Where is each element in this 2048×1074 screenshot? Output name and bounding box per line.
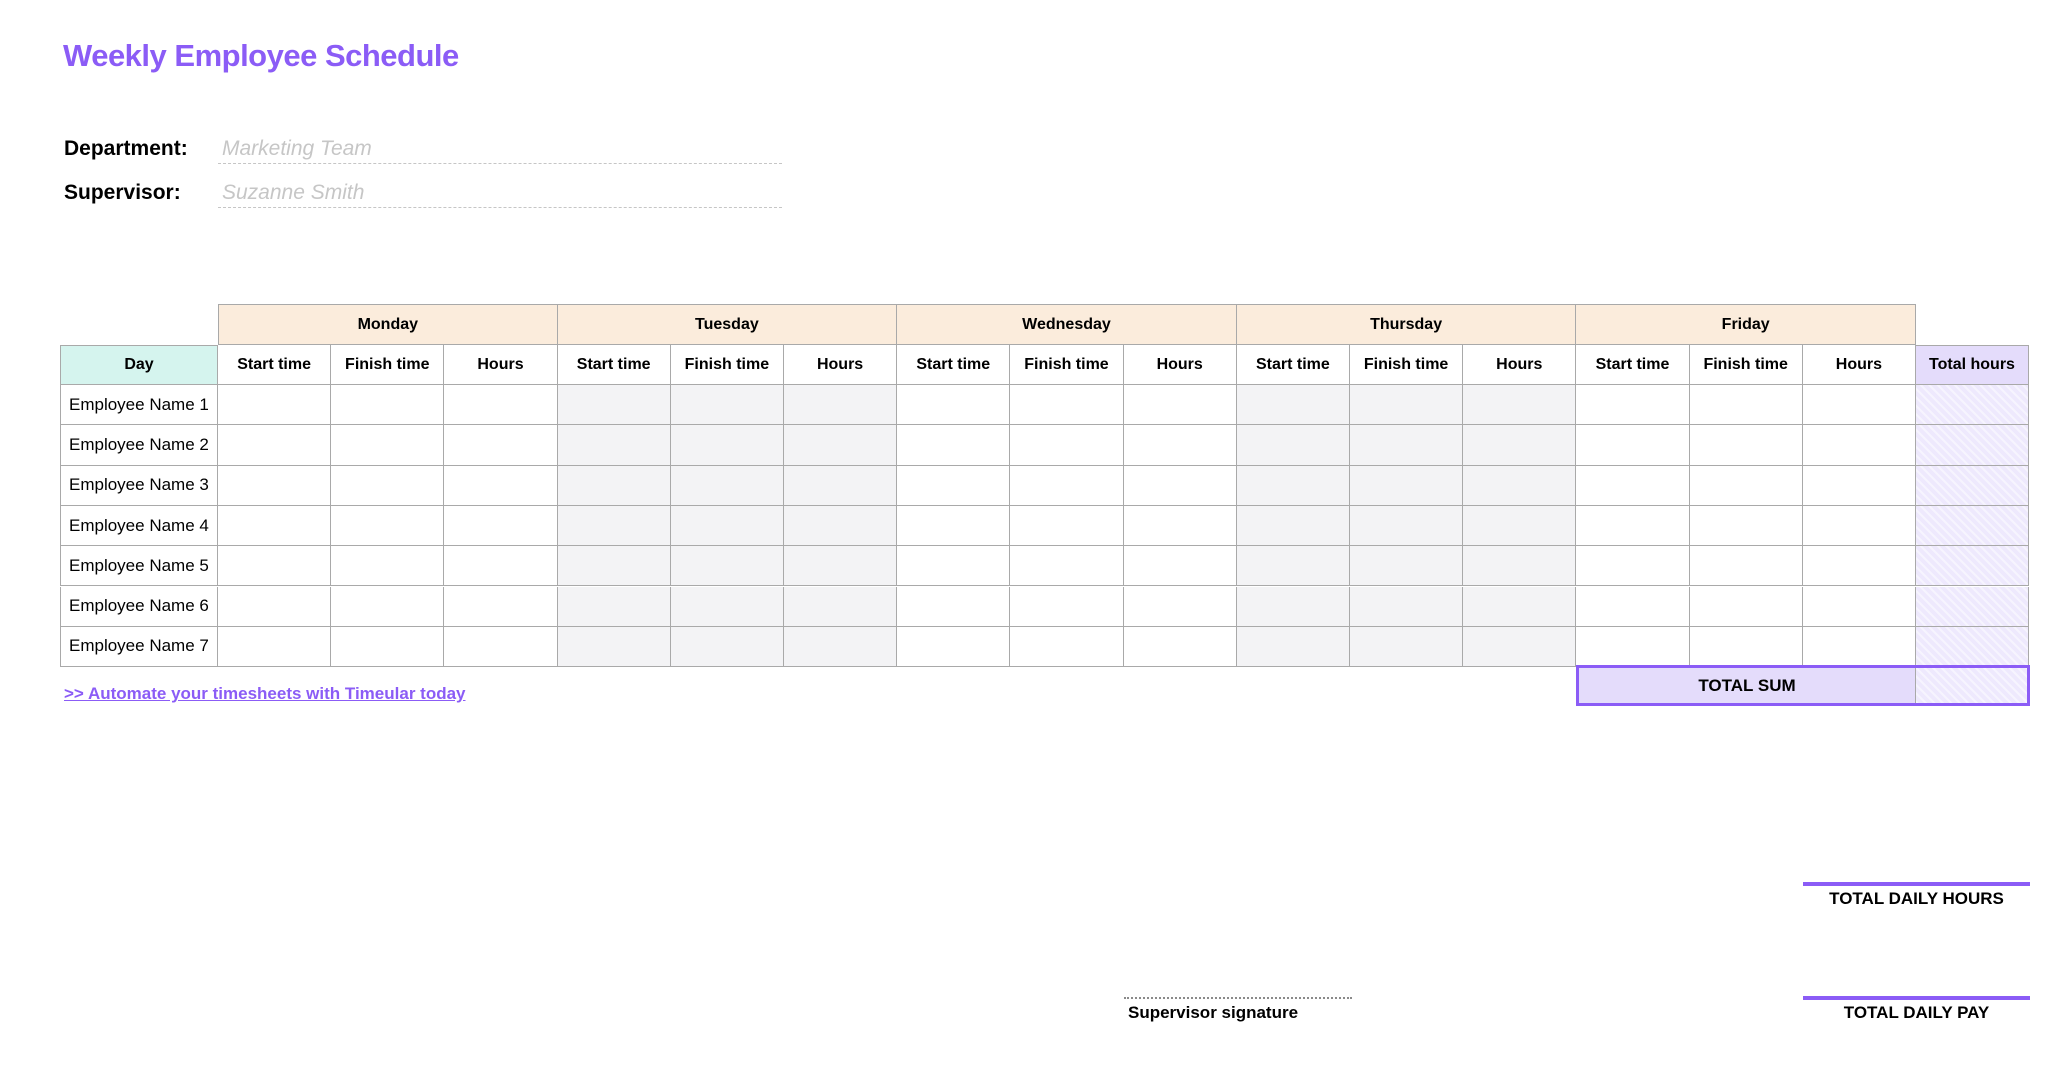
time-cell-thursday-hours[interactable] — [1463, 506, 1576, 546]
time-cell-thursday-hours[interactable] — [1463, 466, 1576, 506]
total-hours-cell[interactable] — [1916, 506, 2029, 546]
time-cell-friday-hours[interactable] — [1803, 466, 1916, 506]
total-daily-hours-label: TOTAL DAILY HOURS — [1829, 889, 2004, 908]
time-cell-wednesday-finish-time[interactable] — [1010, 587, 1123, 627]
employee-name[interactable]: Employee Name 3 — [60, 466, 218, 506]
time-cell-thursday-finish-time[interactable] — [1350, 466, 1463, 506]
time-cell-thursday-start-time[interactable] — [1237, 627, 1350, 667]
time-cell-wednesday-hours[interactable] — [1124, 506, 1237, 546]
time-cell-monday-start-time[interactable] — [218, 587, 331, 627]
col-header-friday-hours: Hours — [1803, 345, 1916, 385]
total-sum-row — [1576, 665, 2030, 706]
total-hours-cell[interactable] — [1916, 385, 2029, 425]
time-cell-wednesday-finish-time[interactable] — [1010, 466, 1123, 506]
time-cell-friday-finish-time[interactable] — [1690, 385, 1803, 425]
col-header-wednesday-hours: Hours — [1124, 345, 1237, 385]
time-cell-monday-hours[interactable] — [444, 546, 557, 586]
time-cell-thursday-start-time[interactable] — [1237, 506, 1350, 546]
col-header-thursday-hours: Hours — [1463, 345, 1576, 385]
time-cell-tuesday-finish-time[interactable] — [671, 587, 784, 627]
time-cell-tuesday-start-time[interactable] — [558, 546, 671, 586]
total-daily-pay-label: TOTAL DAILY PAY — [1843, 1003, 1990, 1022]
time-cell-monday-start-time[interactable] — [218, 506, 331, 546]
total-hours-cell[interactable] — [1916, 425, 2029, 465]
time-cell-tuesday-hours[interactable] — [784, 385, 897, 425]
employee-name[interactable]: Employee Name 6 — [60, 587, 218, 627]
day-header-monday: Monday — [218, 304, 558, 345]
time-cell-tuesday-start-time[interactable] — [558, 506, 671, 546]
total-hours-header: Total hours — [1916, 345, 2029, 385]
time-cell-monday-finish-time[interactable] — [331, 466, 444, 506]
day-header-thursday: Thursday — [1237, 304, 1577, 345]
time-cell-friday-start-time[interactable] — [1576, 546, 1689, 586]
department-field[interactable]: Marketing Team — [218, 134, 782, 164]
time-cell-monday-finish-time[interactable] — [331, 627, 444, 667]
department-label: Department: — [64, 137, 188, 160]
employee-name[interactable]: Employee Name 1 — [60, 385, 218, 425]
col-header-monday-finish-time: Finish time — [331, 345, 444, 385]
time-cell-friday-finish-time[interactable] — [1690, 587, 1803, 627]
signature-line — [1124, 997, 1352, 999]
time-cell-wednesday-start-time[interactable] — [897, 506, 1010, 546]
time-cell-monday-start-time[interactable] — [218, 627, 331, 667]
time-cell-wednesday-finish-time[interactable] — [1010, 627, 1123, 667]
time-cell-friday-finish-time[interactable] — [1690, 466, 1803, 506]
time-cell-thursday-start-time[interactable] — [1237, 546, 1350, 586]
col-header-monday-start-time: Start time — [218, 345, 331, 385]
time-cell-wednesday-start-time[interactable] — [897, 627, 1010, 667]
day-header-friday: Friday — [1576, 304, 1916, 345]
time-cell-monday-finish-time[interactable] — [331, 385, 444, 425]
time-cell-friday-finish-time[interactable] — [1690, 546, 1803, 586]
time-cell-wednesday-hours[interactable] — [1124, 466, 1237, 506]
time-cell-thursday-hours[interactable] — [1463, 385, 1576, 425]
time-cell-wednesday-finish-time[interactable] — [1010, 385, 1123, 425]
time-cell-thursday-start-time[interactable] — [1237, 385, 1350, 425]
time-cell-friday-hours[interactable] — [1803, 425, 1916, 465]
time-cell-monday-hours[interactable] — [444, 506, 557, 546]
time-cell-thursday-finish-time[interactable] — [1350, 587, 1463, 627]
time-cell-friday-start-time[interactable] — [1576, 627, 1689, 667]
time-cell-tuesday-hours[interactable] — [784, 425, 897, 465]
time-cell-wednesday-finish-time[interactable] — [1010, 425, 1123, 465]
col-header-friday-start-time: Start time — [1576, 345, 1689, 385]
supervisor-label: Supervisor: — [64, 181, 181, 204]
time-cell-tuesday-hours[interactable] — [784, 466, 897, 506]
time-cell-friday-hours[interactable] — [1803, 546, 1916, 586]
time-cell-wednesday-hours[interactable] — [1124, 587, 1237, 627]
time-cell-tuesday-finish-time[interactable] — [671, 506, 784, 546]
employee-name[interactable]: Employee Name 2 — [60, 425, 218, 465]
col-header-friday-finish-time: Finish time — [1690, 345, 1803, 385]
time-cell-wednesday-hours[interactable] — [1124, 385, 1237, 425]
time-cell-monday-hours[interactable] — [444, 385, 557, 425]
time-cell-wednesday-hours[interactable] — [1124, 546, 1237, 586]
time-cell-friday-start-time[interactable] — [1576, 385, 1689, 425]
time-cell-friday-hours[interactable] — [1803, 506, 1916, 546]
col-header-thursday-finish-time: Finish time — [1350, 345, 1463, 385]
time-cell-friday-finish-time[interactable] — [1690, 425, 1803, 465]
page-title: Weekly Employee Schedule — [63, 38, 459, 73]
time-cell-thursday-start-time[interactable] — [1237, 425, 1350, 465]
time-cell-monday-finish-time[interactable] — [331, 546, 444, 586]
time-cell-thursday-start-time[interactable] — [1237, 466, 1350, 506]
total-daily-pay-line — [1803, 996, 2030, 1000]
time-cell-tuesday-finish-time[interactable] — [671, 385, 784, 425]
total-hours-cell[interactable] — [1916, 546, 2029, 586]
employee-name[interactable]: Employee Name 4 — [60, 506, 218, 546]
time-cell-monday-finish-time[interactable] — [331, 587, 444, 627]
time-cell-wednesday-hours[interactable] — [1124, 425, 1237, 465]
time-cell-friday-hours[interactable] — [1803, 385, 1916, 425]
day-header-wednesday: Wednesday — [897, 304, 1237, 345]
time-cell-thursday-finish-time[interactable] — [1350, 506, 1463, 546]
total-hours-cell[interactable] — [1916, 466, 2029, 506]
time-cell-thursday-start-time[interactable] — [1237, 587, 1350, 627]
time-cell-thursday-finish-time[interactable] — [1350, 385, 1463, 425]
time-cell-monday-hours[interactable] — [444, 587, 557, 627]
time-cell-tuesday-hours[interactable] — [784, 587, 897, 627]
time-cell-monday-start-time[interactable] — [218, 425, 331, 465]
time-cell-tuesday-finish-time[interactable] — [671, 425, 784, 465]
total-hours-cell[interactable] — [1916, 587, 2029, 627]
time-cell-wednesday-start-time[interactable] — [897, 466, 1010, 506]
time-cell-tuesday-hours[interactable] — [784, 506, 897, 546]
time-cell-thursday-finish-time[interactable] — [1350, 546, 1463, 586]
employee-name[interactable]: Employee Name 5 — [60, 546, 218, 586]
col-header-wednesday-start-time: Start time — [897, 345, 1010, 385]
time-cell-thursday-hours[interactable] — [1463, 546, 1576, 586]
time-cell-thursday-hours[interactable] — [1463, 587, 1576, 627]
time-cell-friday-hours[interactable] — [1803, 627, 1916, 667]
time-cell-tuesday-start-time[interactable] — [558, 385, 671, 425]
timeular-link[interactable]: >> Automate your timesheets with Timeular today — [64, 684, 466, 703]
employee-name[interactable]: Employee Name 7 — [60, 627, 218, 667]
time-cell-tuesday-start-time[interactable] — [558, 466, 671, 506]
time-cell-friday-start-time[interactable] — [1576, 466, 1689, 506]
time-cell-monday-start-time[interactable] — [218, 385, 331, 425]
total-daily-hours-line — [1803, 882, 2030, 886]
col-header-monday-hours: Hours — [444, 345, 557, 385]
time-cell-tuesday-finish-time[interactable] — [671, 546, 784, 586]
time-cell-friday-start-time[interactable] — [1576, 587, 1689, 627]
time-cell-monday-hours[interactable] — [444, 627, 557, 667]
time-cell-tuesday-finish-time[interactable] — [671, 627, 784, 667]
time-cell-monday-start-time[interactable] — [218, 466, 331, 506]
time-cell-monday-finish-time[interactable] — [331, 425, 444, 465]
col-header-tuesday-start-time: Start time — [558, 345, 671, 385]
time-cell-monday-hours[interactable] — [444, 466, 557, 506]
time-cell-thursday-finish-time[interactable] — [1350, 425, 1463, 465]
total-hours-cell[interactable] — [1916, 627, 2029, 667]
time-cell-friday-hours[interactable] — [1803, 587, 1916, 627]
time-cell-friday-finish-time[interactable] — [1690, 506, 1803, 546]
time-cell-tuesday-hours[interactable] — [784, 546, 897, 586]
col-header-tuesday-finish-time: Finish time — [671, 345, 784, 385]
col-header-tuesday-hours: Hours — [784, 345, 897, 385]
time-cell-monday-finish-time[interactable] — [331, 506, 444, 546]
total-sum-cell[interactable] — [1916, 668, 2027, 703]
day-column-header: Day — [60, 345, 218, 385]
time-cell-wednesday-finish-time[interactable] — [1010, 546, 1123, 586]
total-sum-label: TOTAL SUM — [1579, 668, 1916, 703]
time-cell-tuesday-start-time[interactable] — [558, 587, 671, 627]
time-cell-monday-start-time[interactable] — [218, 546, 331, 586]
col-header-wednesday-finish-time: Finish time — [1010, 345, 1123, 385]
time-cell-thursday-finish-time[interactable] — [1350, 627, 1463, 667]
time-cell-friday-start-time[interactable] — [1576, 425, 1689, 465]
time-cell-wednesday-start-time[interactable] — [897, 587, 1010, 627]
signature-label: Supervisor signature — [1128, 1003, 1299, 1022]
time-cell-monday-hours[interactable] — [444, 425, 557, 465]
time-cell-wednesday-hours[interactable] — [1124, 627, 1237, 667]
col-header-thursday-start-time: Start time — [1237, 345, 1350, 385]
time-cell-tuesday-hours[interactable] — [784, 627, 897, 667]
time-cell-friday-start-time[interactable] — [1576, 506, 1689, 546]
time-cell-tuesday-start-time[interactable] — [558, 425, 671, 465]
time-cell-tuesday-finish-time[interactable] — [671, 466, 784, 506]
time-cell-wednesday-start-time[interactable] — [897, 385, 1010, 425]
supervisor-field[interactable]: Suzanne Smith — [218, 178, 782, 208]
time-cell-tuesday-start-time[interactable] — [558, 627, 671, 667]
day-header-tuesday: Tuesday — [558, 304, 898, 345]
time-cell-thursday-hours[interactable] — [1463, 425, 1576, 465]
time-cell-thursday-hours[interactable] — [1463, 627, 1576, 667]
time-cell-wednesday-finish-time[interactable] — [1010, 506, 1123, 546]
time-cell-wednesday-start-time[interactable] — [897, 425, 1010, 465]
time-cell-wednesday-start-time[interactable] — [897, 546, 1010, 586]
time-cell-friday-finish-time[interactable] — [1690, 627, 1803, 667]
